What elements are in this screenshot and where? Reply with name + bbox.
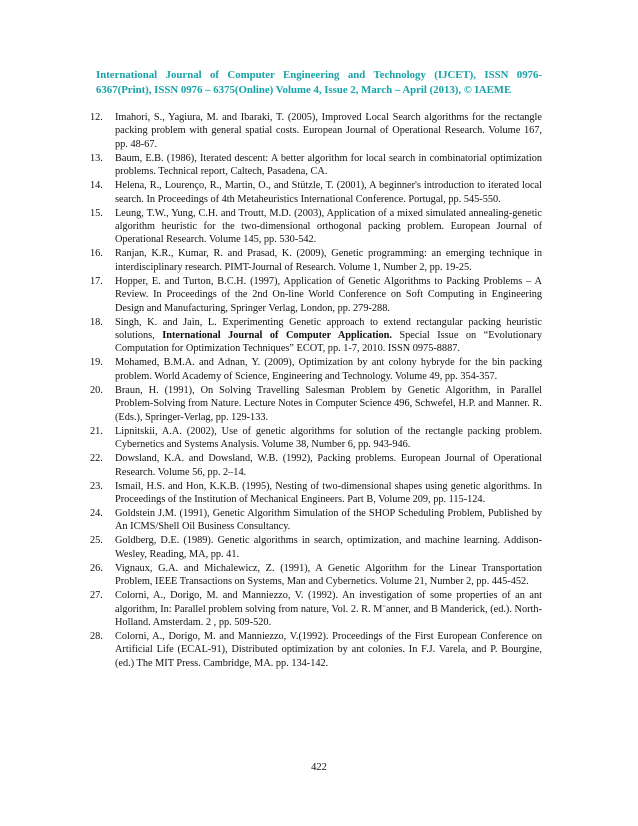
reference-number: 28. — [90, 630, 103, 642]
reference-number: 19. — [90, 357, 103, 369]
reference-item-26 — [90, 562, 542, 589]
reference-text: Ranjan, K.R., Kumar, R. and Prasad, K. (2009), Genetic programming: an emerging technique in interdisciplinary research. PIMT-Journal of Research. Volume 1, Number 2, pp. 19-25. — [115, 248, 542, 273]
reference-text: Goldberg, D.E. (1989). Genetic algorithms in search, optimization, and machine learning. Addison-Wesley, Reading, MA, pp. 41. — [115, 535, 542, 560]
reference-item-20 — [90, 384, 542, 424]
page-number: 422 — [311, 762, 327, 773]
reference-item-18 — [90, 316, 542, 356]
reference-text: Helena, R., Lourenço, R., Martin, O., and Stützle, T. (2001), A beginner's introduction to iterated local search. In Proceedings of 4th Metaheuristics International Conference. Portugal, pp. 545-550. — [115, 180, 542, 205]
reference-number: 13. — [90, 152, 103, 164]
reference-list — [90, 111, 542, 671]
reference-text: Goldstein J.M. (1991), Genetic Algorithm Simulation of the SHOP Scheduling Problem, Published by An ICMS/Shell Oil Business Consultancy. — [115, 507, 542, 533]
journal-header: International Journal of Computer Engineering and Technology (IJCET), ISSN 0976-6367(Print), ISSN 0976 – 6375(Online) Volume 4, Issue 2, March – April (2013), © IAEME — [96, 69, 542, 96]
reference-number: 26. — [90, 562, 103, 574]
reference-number: 25. — [90, 535, 103, 547]
reference-number: 12. — [90, 112, 103, 123]
reference-number: 17. — [90, 275, 103, 287]
reference-text-bold: International Journal of Computer Application. — [162, 330, 392, 342]
reference-text-before: Singh, K. and Jain, L. Experimenting Genetic approach to extend rectangular packing heuristic solutions, — [115, 316, 542, 342]
reference-text-after: Special Issue on “Evolutionary Computation for Optimization Techniques” ECOT, pp. 1-7, 2010. ISSN 0975-8887. — [115, 330, 542, 355]
reference-number: 22. — [90, 453, 103, 465]
reference-item-23 — [90, 480, 542, 507]
reference-item-15 — [90, 207, 542, 247]
reference-item-14 — [90, 179, 542, 206]
reference-number: 20. — [90, 384, 103, 396]
reference-number: 18. — [90, 316, 103, 328]
reference-item-17 — [90, 275, 542, 315]
reference-text: Hopper, E. and Turton, B.C.H. (1997), Application of Genetic Algorithms to Packing Problems – A Review. In Proceedings of the 2nd On-line World Conference on Soft Computing in Engineering Design and Manufacturing, Springer Verlag, London, pp. 279-288. — [115, 275, 542, 314]
reference-text: Ismail, H.S. and Hon, K.K.B. (1995), Nesting of two-dimensional shapes using genetic algorithms. In Proceedings of the Institution of Mechanical Engineers. Part B, Volume 209, pp. 115-124. — [115, 480, 542, 505]
reference-item-24 — [90, 507, 542, 534]
reference-item-13 — [90, 152, 542, 179]
reference-text: Colorni, A., Dorigo, M. and Manniezzo, V.(1992). Proceedings of the First European Conference on Artificial Life (ECAL-91), Distributed optimization by ant colonies. In F.J. Varela, and P. Bourgine, (ed.) The MIT Press. Cambridge, MA. pp. 134-142. — [115, 630, 542, 669]
reference-item-16 — [90, 247, 542, 274]
reference-text: Vignaux, G.A. and Michalewicz, Z. (1991), A Genetic Algorithm for the Linear Transportation Problem, IEEE Transactions on Systems, Man and Cybernetics. Volume 21, Number 2, pp. 445-452. — [115, 562, 542, 588]
reference-number: 23. — [90, 480, 103, 492]
reference-text: Leung, T.W., Yung, C.H. and Troutt, M.D. (2003), Application of a mixed simulated annealing-genetic algorithm heuristic for the two-dimensional orthogonal packing problem. European Journal of Operational Research. Volume 145, pp. 530-542. — [115, 207, 542, 246]
reference-item-27 — [90, 589, 542, 629]
reference-text: Lipnitskii, A.A. (2002), Use of genetic algorithms for solution of the rectangle packing problem. Cybernetics and Systems Analysis. Volume 38, Number 6, pp. 943-946. — [115, 425, 542, 451]
reference-item-12 — [90, 111, 542, 151]
reference-item-25 — [90, 534, 542, 561]
reference-item-21 — [90, 425, 542, 452]
reference-text: Mohamed, B.M.A. and Adnan, Y. (2009), Optimization by ant colony hybryde for the bin packing problem. World Academy of Science, Engineering and Technology. Volume 49, pp. 354-357. — [115, 357, 542, 382]
reference-text: Braun, H. (1991), On Solving Travelling Salesman Problem by Genetic Algorithm, in Parallel Problem-Solving from Nature. Lecture Notes in Computer Science 496, Schwefel, H.P. and Manner. R. (Eds.), Springer-Verlag, pp. 129-133. — [115, 384, 542, 423]
reference-number: 14. — [90, 180, 103, 192]
reference-number: 27. — [90, 590, 103, 602]
reference-number: 15. — [90, 207, 103, 219]
reference-text: Colorni, A., Dorigo, M. and Manniezzo, V. (1992). An investigation of some properties of an ant algorithm, In: Parallel problem solving from nature, Vol. 2. R. M¨anner, and B Manderick, (ed.). North-Holland. Amsterdam. 2 , pp. 509-520. — [115, 590, 542, 628]
reference-text — [115, 317, 542, 355]
reference-item-28 — [90, 630, 542, 670]
reference-text: Imahori, S., Yagiura, M. and Ibaraki, T. (2005), Improved Local Search algorithms for the rectangle packing problem with general spatial costs. European Journal of Operational Research. Volume 167, pp. 48-67. — [115, 112, 542, 150]
reference-item-19 — [90, 356, 542, 383]
reference-text: Dowsland, K.A. and Dowsland, W.B. (1992), Packing problems. European Journal of Operational Research. Volume 56, pp. 2–14. — [115, 453, 542, 478]
reference-item-22 — [90, 452, 542, 479]
reference-number: 16. — [90, 248, 103, 260]
reference-number: 21. — [90, 425, 103, 437]
reference-number: 24. — [90, 507, 103, 519]
reference-text: Baum, E.B. (1986), Iterated descent: A better algorithm for local search in combinatorial optimization problems. Technical report, Caltech, Pasadena, CA. — [115, 152, 542, 178]
